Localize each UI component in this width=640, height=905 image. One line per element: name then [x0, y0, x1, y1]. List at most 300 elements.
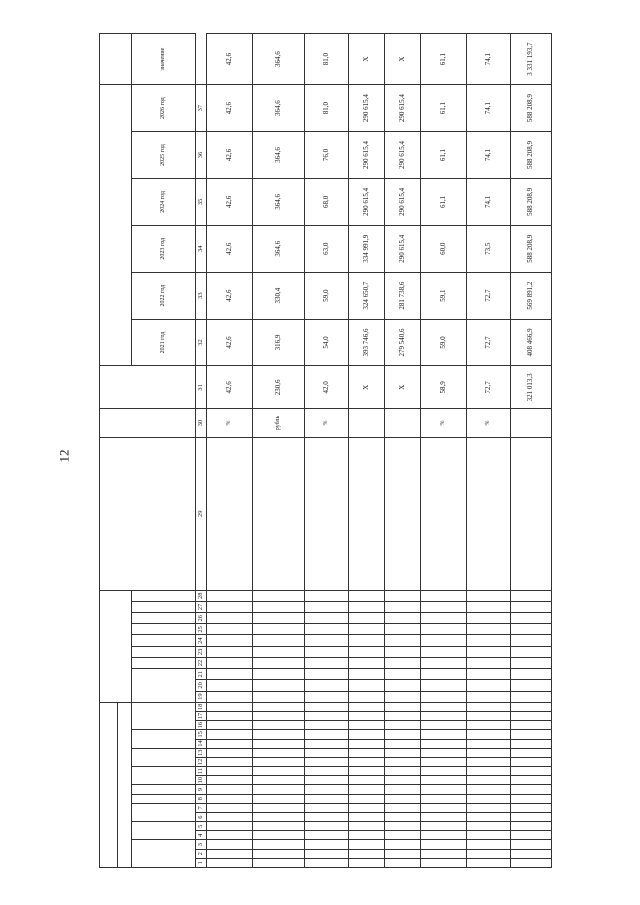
year-value-cell: 42,6 [207, 225, 253, 272]
year-value-cell: 290 615,4 [349, 132, 385, 179]
analytic-code-cell [421, 613, 467, 624]
unit-cell: рубль [253, 409, 305, 438]
program-indicators-table [99, 33, 552, 868]
analytic-code-cell [511, 624, 552, 635]
base-value-cell: 42,6 [207, 366, 253, 409]
budget-code-cell [349, 785, 385, 794]
analytic-code-cell [207, 680, 253, 691]
year-value-cell: 279 540,6 [385, 319, 421, 366]
budget-code-cell [305, 812, 349, 821]
year-value-cell: 59,0 [421, 319, 467, 366]
budget-code-cell [467, 767, 511, 776]
year-col-title: 2021 год [132, 319, 196, 366]
year-value-cell: 324 650,7 [349, 272, 385, 319]
analytic-code-cell [349, 646, 385, 657]
analytic-code-cell [385, 590, 421, 601]
year-value-cell: 74,1 [467, 178, 511, 225]
analytic-code-cell [467, 590, 511, 601]
year-value-cell: 42,6 [207, 272, 253, 319]
column-number: 21 [196, 669, 207, 680]
budget-code-cell [385, 721, 421, 730]
column-number: 6 [196, 812, 207, 821]
budget-code-cell [349, 712, 385, 721]
analytic-code-cell [253, 646, 305, 657]
analytic-code-cell [349, 635, 385, 646]
year-col-title: 2025 год [132, 132, 196, 179]
budget-code-cell [511, 849, 552, 858]
final-subheader: значение [132, 34, 196, 85]
analytic-code-cell [349, 680, 385, 691]
year-value-cell: 290 615,4 [385, 225, 421, 272]
budget-col-title [132, 748, 196, 766]
column-number: 9 [196, 785, 207, 794]
analytic-code-cell [385, 680, 421, 691]
budget-code-cell [253, 794, 305, 803]
analytic-code-cell [207, 613, 253, 624]
table-row [421, 34, 467, 868]
analytic-code-cell [467, 646, 511, 657]
budget-code-cell [349, 721, 385, 730]
column-number: 16 [196, 721, 207, 730]
budget-code-cell [511, 748, 552, 757]
budget-code-cell [467, 858, 511, 867]
budget-code-cell [421, 785, 467, 794]
final-header [100, 34, 132, 85]
analytic-code-cell [253, 590, 305, 601]
budget-code-cell [511, 776, 552, 785]
indicator-name-cell [467, 437, 511, 590]
budget-code-cell [207, 822, 253, 831]
column-number: 36 [196, 132, 207, 179]
table-row [511, 34, 552, 868]
analytic-code-cell [305, 613, 349, 624]
base-value-cell: 42,0 [305, 366, 349, 409]
analytic-code-cell [467, 680, 511, 691]
budget-code-cell [207, 757, 253, 766]
base-value-cell: 321 013,3 [511, 366, 552, 409]
analytic-code-cell [253, 691, 305, 702]
unit-cell: % [467, 409, 511, 438]
final-value-cell: X [385, 34, 421, 85]
indicator-name-cell [421, 437, 467, 590]
column-number: 15 [196, 730, 207, 739]
analytic-code-cell [385, 624, 421, 635]
year-value-cell: 54,0 [305, 319, 349, 366]
indicator-name-cell [511, 437, 552, 590]
extra-col-title [132, 635, 196, 646]
budget-code-cell [253, 748, 305, 757]
table-row [305, 34, 349, 868]
budget-code-cell [349, 849, 385, 858]
year-value-cell: 61,1 [421, 132, 467, 179]
budget-code-cell [305, 822, 349, 831]
analytic-code-cell [305, 657, 349, 668]
budget-code-cell [511, 712, 552, 721]
budget-code-cell [207, 721, 253, 730]
budget-col-title [132, 730, 196, 748]
analytic-code-cell [385, 691, 421, 702]
analytic-code-cell [253, 669, 305, 680]
column-number: 1 [196, 858, 207, 867]
analytic-code-cell [207, 635, 253, 646]
name-header [100, 437, 196, 590]
budget-code-cell [253, 812, 305, 821]
table-row [253, 34, 305, 868]
extra-col-title [132, 590, 196, 601]
budget-code-cell [305, 712, 349, 721]
analytic-code-cell [421, 635, 467, 646]
budget-code-cell [305, 702, 349, 711]
analytic-code-cell [467, 657, 511, 668]
budget-code-cell [511, 822, 552, 831]
additional-code-header [100, 590, 132, 702]
budget-code-cell [207, 794, 253, 803]
analytic-code-cell [511, 646, 552, 657]
budget-code-cell [467, 721, 511, 730]
budget-col-title [132, 822, 196, 840]
extra-col-title [132, 669, 196, 703]
budget-code-cell [385, 739, 421, 748]
budget-code-cell [305, 840, 349, 849]
budget-code-cell [349, 822, 385, 831]
analytic-code-cell [207, 601, 253, 612]
analytic-code-cell [467, 624, 511, 635]
budget-code-cell [305, 730, 349, 739]
column-number: 13 [196, 748, 207, 757]
indicator-name-cell [253, 437, 305, 590]
analytic-code-cell [207, 691, 253, 702]
analytic-code-cell [421, 657, 467, 668]
budget-code-cell [207, 702, 253, 711]
year-value-cell: 364,6 [253, 225, 305, 272]
table-row [207, 34, 253, 868]
budget-code-cell [253, 730, 305, 739]
budget-code-cell [511, 767, 552, 776]
column-number: 34 [196, 225, 207, 272]
budget-col-title [132, 767, 196, 785]
analytic-code-cell [421, 691, 467, 702]
analytic-code-cell [207, 590, 253, 601]
year-value-cell: 42,6 [207, 85, 253, 132]
budget-code-cell [207, 803, 253, 812]
budget-code-cell [467, 739, 511, 748]
budget-code-cell [385, 812, 421, 821]
analytic-code-cell [511, 613, 552, 624]
budget-code-cell [511, 831, 552, 840]
final-value-cell: X [349, 34, 385, 85]
analytic-code-cell [467, 691, 511, 702]
year-value-cell: 408 466,9 [511, 319, 552, 366]
indicator-name-cell [349, 437, 385, 590]
budget-col-title [132, 785, 196, 794]
year-col-title: 2026 год [132, 85, 196, 132]
year-value-cell: 42,6 [207, 178, 253, 225]
column-number: 4 [196, 831, 207, 840]
budget-code-cell [467, 702, 511, 711]
base-value-cell: 230,6 [253, 366, 305, 409]
analytic-code-cell [511, 601, 552, 612]
analytic-code-cell [421, 590, 467, 601]
budget-code-cell [421, 739, 467, 748]
column-number: 27 [196, 601, 207, 612]
extra-col-title [132, 624, 196, 635]
budget-code-cell [511, 730, 552, 739]
budget-code-cell [467, 812, 511, 821]
table-row [385, 34, 421, 868]
budget-code-cell [253, 739, 305, 748]
table-row [467, 34, 511, 868]
analytic-code-cell [421, 601, 467, 612]
budget-code-cell [253, 776, 305, 785]
analytic-code-cell [467, 601, 511, 612]
analytic-code-cell [349, 590, 385, 601]
unit-cell: % [421, 409, 467, 438]
budget-code-cell [253, 712, 305, 721]
extra-col-title [132, 657, 196, 668]
budget-code-cell [349, 803, 385, 812]
column-number: 37 [196, 85, 207, 132]
budget-code-cell [207, 748, 253, 757]
analytic-code-cell [207, 657, 253, 668]
analytic-code-cell [305, 601, 349, 612]
year-value-cell: 76,0 [305, 132, 349, 179]
budget-code-cell [207, 739, 253, 748]
budget-code-cell [385, 757, 421, 766]
budget-code-cell [467, 840, 511, 849]
analytic-code-cell [467, 669, 511, 680]
budget-code-cell [207, 831, 253, 840]
year-value-cell: 290 615,4 [385, 132, 421, 179]
column-number: 35 [196, 178, 207, 225]
year-value-cell: 290 615,4 [349, 178, 385, 225]
analytic-code-cell [207, 646, 253, 657]
year-value-cell: 68,0 [305, 178, 349, 225]
budget-code-cell [421, 748, 467, 757]
budget-code-cell [349, 840, 385, 849]
unit-header [100, 409, 196, 438]
budget-code-cell [511, 794, 552, 803]
budget-col-title [132, 803, 196, 821]
budget-code-cell [349, 812, 385, 821]
budget-code-cell [253, 831, 305, 840]
budget-code-cell [349, 748, 385, 757]
column-number: 7 [196, 803, 207, 812]
base-value-cell: X [349, 366, 385, 409]
analytic-code-cell [305, 590, 349, 601]
budget-code-cell [385, 785, 421, 794]
analytic-code-cell [253, 613, 305, 624]
budget-code-cell [305, 748, 349, 757]
analytic-code-cell [385, 613, 421, 624]
analytic-code-cell [421, 669, 467, 680]
final-value-cell: 61,1 [421, 34, 467, 85]
table-row [349, 34, 385, 868]
budget-code-cell [385, 858, 421, 867]
budget-code-cell [421, 803, 467, 812]
analytic-code-cell [349, 601, 385, 612]
years-header [100, 85, 132, 366]
budget-code-cell [421, 730, 467, 739]
budget-code-cell [305, 776, 349, 785]
budget-code-cell [511, 858, 552, 867]
base-value-cell: 58,9 [421, 366, 467, 409]
year-value-cell: 42,6 [207, 319, 253, 366]
budget-code-cell [421, 812, 467, 821]
budget-code-cell [511, 702, 552, 711]
budget-code-cell [349, 831, 385, 840]
analytic-code-cell [467, 613, 511, 624]
analytic-code-cell [305, 691, 349, 702]
budget-code-cell [385, 702, 421, 711]
indicator-name-cell [385, 437, 421, 590]
year-value-cell: 364,6 [253, 178, 305, 225]
analytic-code-cell [511, 657, 552, 668]
budget-code-cell [385, 831, 421, 840]
analytic-code-cell [253, 657, 305, 668]
analytic-code-cell [253, 601, 305, 612]
indicator-name-cell [305, 437, 349, 590]
analytic-code-cell [305, 635, 349, 646]
column-number: 28 [196, 590, 207, 601]
budget-code-cell [253, 767, 305, 776]
year-value-cell: 74,1 [467, 85, 511, 132]
analytic-code-cell [511, 590, 552, 601]
final-value-cell: 42,6 [207, 34, 253, 85]
budget-code-cell [305, 739, 349, 748]
budget-code-cell [349, 794, 385, 803]
budget-codes-header [100, 702, 118, 867]
budget-code-cell [349, 776, 385, 785]
budget-code-cell [207, 776, 253, 785]
budget-code-cell [511, 739, 552, 748]
budget-code-cell [421, 712, 467, 721]
budget-code-cell [421, 702, 467, 711]
budget-code-cell [467, 822, 511, 831]
budget-code-cell [305, 794, 349, 803]
analytic-code-cell [385, 669, 421, 680]
budget-code-cell [207, 812, 253, 821]
column-number: 8 [196, 794, 207, 803]
budget-code-cell [385, 803, 421, 812]
column-number: 18 [196, 702, 207, 711]
budget-code-cell [349, 757, 385, 766]
budget-code-cell [467, 748, 511, 757]
year-value-cell: 364,6 [253, 132, 305, 179]
budget-code-cell [349, 858, 385, 867]
column-number: 10 [196, 776, 207, 785]
budget-code-cell [305, 849, 349, 858]
budget-code-cell [421, 721, 467, 730]
year-value-cell: 290 615,4 [349, 85, 385, 132]
budget-code-cell [385, 849, 421, 858]
column-number: 33 [196, 272, 207, 319]
budget-code-cell [207, 730, 253, 739]
analytic-code-cell [305, 680, 349, 691]
year-value-cell: 393 746,6 [349, 319, 385, 366]
budget-code-cell [467, 776, 511, 785]
column-number: 23 [196, 646, 207, 657]
budget-col-title [132, 794, 196, 803]
column-number: 25 [196, 624, 207, 635]
budget-code-cell [207, 712, 253, 721]
budget-code-cell [207, 840, 253, 849]
column-number: 17 [196, 712, 207, 721]
budget-code-cell [207, 767, 253, 776]
column-number: 19 [196, 691, 207, 702]
extra-col-title [132, 601, 196, 612]
column-number: 24 [196, 635, 207, 646]
column-number: 3 [196, 840, 207, 849]
analytic-code-cell [385, 646, 421, 657]
year-value-cell: 334 991,9 [349, 225, 385, 272]
analytic-code-cell [385, 635, 421, 646]
budget-col-title [132, 702, 196, 730]
year-col-title: 2024 год [132, 178, 196, 225]
analytic-code-cell [305, 624, 349, 635]
year-value-cell: 316,9 [253, 319, 305, 366]
year-value-cell: 588 208,9 [511, 178, 552, 225]
column-number: 2 [196, 849, 207, 858]
budget-code-cell [305, 721, 349, 730]
budget-code-cell [349, 739, 385, 748]
unit-cell [349, 409, 385, 438]
year-value-cell: 59,1 [421, 272, 467, 319]
rotated-table-sheet [99, 33, 551, 868]
budget-code-cell [253, 803, 305, 812]
page-number: 12 [56, 449, 72, 463]
column-number: 32 [196, 319, 207, 366]
analytic-code-cell [511, 669, 552, 680]
analytic-code-cell [207, 624, 253, 635]
analytic-code-cell [467, 635, 511, 646]
budget-code-cell [305, 831, 349, 840]
budget-code-cell [253, 849, 305, 858]
base-value-cell: X [385, 366, 421, 409]
budget-code-cell [511, 721, 552, 730]
budget-code-cell [253, 721, 305, 730]
budget-code-cell [511, 785, 552, 794]
budget-code-cell [349, 767, 385, 776]
analytic-code-cell [385, 601, 421, 612]
year-value-cell: 588 208,9 [511, 225, 552, 272]
final-value-cell: 364,6 [253, 34, 305, 85]
year-value-cell: 59,0 [305, 272, 349, 319]
budget-code-cell [305, 803, 349, 812]
analytic-code-cell [421, 680, 467, 691]
column-number: 14 [196, 739, 207, 748]
budget-code-cell [385, 822, 421, 831]
unit-cell: % [305, 409, 349, 438]
year-value-cell: 588 208,9 [511, 85, 552, 132]
analytic-code-cell [511, 635, 552, 646]
budget-code-cell [253, 840, 305, 849]
budget-code-cell [467, 785, 511, 794]
budget-code-cell [253, 785, 305, 794]
analytic-code-cell [421, 646, 467, 657]
year-value-cell: 74,1 [467, 132, 511, 179]
year-value-cell: 81,0 [305, 85, 349, 132]
analytic-code-cell [349, 624, 385, 635]
budget-code-cell [467, 794, 511, 803]
budget-code-cell [385, 840, 421, 849]
column-number: 29 [196, 437, 207, 590]
unit-cell [511, 409, 552, 438]
year-col-title: 2022 год [132, 272, 196, 319]
year-value-cell: 42,6 [207, 132, 253, 179]
budget-code-cell [467, 803, 511, 812]
budget-code-cell [385, 748, 421, 757]
extra-col-title [132, 613, 196, 624]
